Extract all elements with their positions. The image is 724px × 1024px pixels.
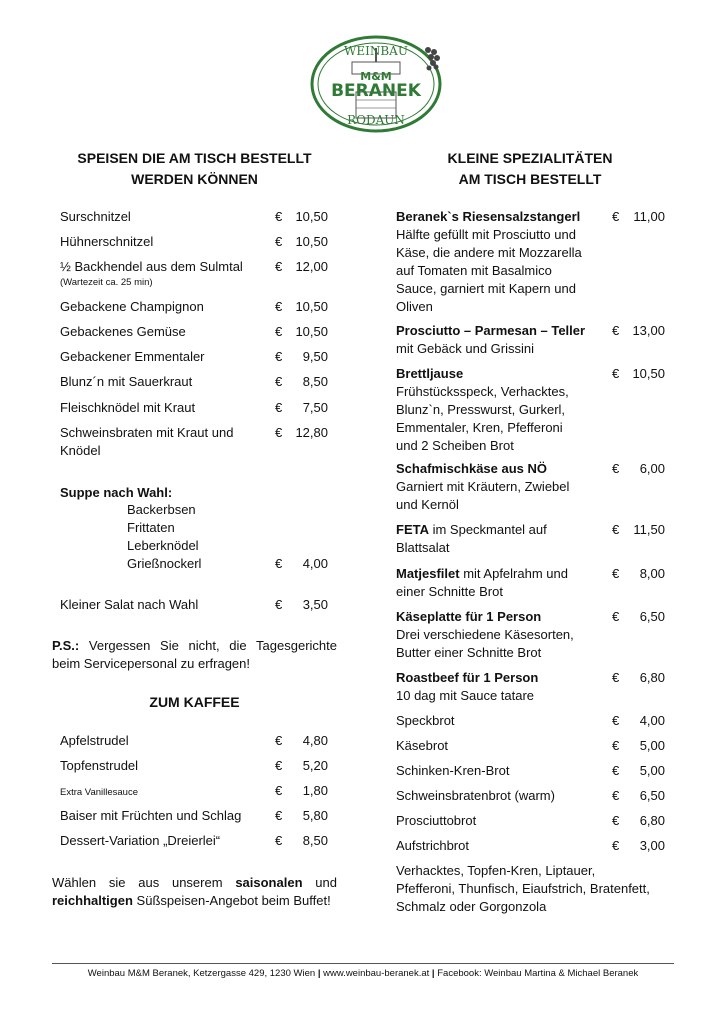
right-heading: KLEINE SPEZIALITÄTEN AM TISCH BESTELLT xyxy=(447,150,613,187)
ps-line-2: beim Servicepersonal zu erfragen! xyxy=(52,656,250,671)
spread-line: Pfefferoni, Thunfisch, Eiaufstrich, Bratenfett, xyxy=(396,881,650,896)
special-item-desc: Sauce, garniert mit Kapern und xyxy=(396,281,576,296)
special-item-currency: € xyxy=(612,609,620,624)
menu-item-currency: € xyxy=(275,259,283,274)
menu-item xyxy=(60,424,270,460)
special-item xyxy=(396,365,606,455)
menu-item xyxy=(60,233,270,251)
special-item-desc: Drei verschiedene Käsesorten, xyxy=(396,627,574,642)
coffee-item-price: 5,80 xyxy=(302,808,328,823)
bread-item-currency: € xyxy=(612,788,620,803)
bread-item-price: 3,00 xyxy=(639,838,665,853)
menu-item-name-2: Knödel xyxy=(60,443,101,458)
coffee-heading: ZUM KAFFEE xyxy=(149,694,240,710)
special-item-title-rest: mit Apfelrahm und xyxy=(459,566,568,581)
menu-item-price: 10,50 xyxy=(295,234,328,249)
coffee-item-price: 1,80 xyxy=(302,783,328,798)
bread-item-name: Prosciuttobrot xyxy=(396,813,477,828)
logo-middle-text: M&M xyxy=(360,70,392,83)
menu-item-name: Surschnitzel xyxy=(60,209,131,224)
special-item-desc: mit Gebäck und Grissini xyxy=(396,341,534,356)
ps-label: P.S.: xyxy=(52,638,80,653)
menu-item-price: 9,50 xyxy=(302,349,328,364)
menu-item xyxy=(60,258,270,289)
special-item-currency: € xyxy=(612,366,620,381)
menu-item-name: ½ Backhendel aus dem Sulmtal xyxy=(60,259,243,274)
special-item-currency: € xyxy=(612,566,620,581)
bread-item-currency: € xyxy=(612,713,620,728)
special-item-price: 13,00 xyxy=(632,323,665,338)
special-item-price: 6,00 xyxy=(639,461,665,476)
special-item-currency: € xyxy=(612,209,620,224)
ps-line-1 xyxy=(52,637,337,655)
menu-item-price: 8,50 xyxy=(302,374,328,389)
special-item xyxy=(396,565,606,601)
soup-option: Leberknödel xyxy=(127,538,199,553)
special-item-title xyxy=(396,521,606,539)
soup-price: 4,00 xyxy=(302,556,328,571)
bread-item-name: Schinken-Kren-Brot xyxy=(396,763,510,778)
coffee-item-name: Topfenstrudel xyxy=(60,758,139,773)
logo-top-text: WEINBAU xyxy=(344,44,408,58)
bread-item-currency: € xyxy=(612,763,620,778)
bread-item-currency: € xyxy=(612,838,620,853)
special-item-desc: Oliven xyxy=(396,299,433,314)
soup-currency: € xyxy=(275,556,283,571)
special-item-desc: auf Tomaten mit Basalmico xyxy=(396,263,552,278)
bread-item-name: Speckbrot xyxy=(396,713,455,728)
menu-item-name: Gebackener Emmentaler xyxy=(60,349,205,364)
special-item-price: 6,50 xyxy=(639,609,665,624)
menu-item-currency: € xyxy=(275,299,283,314)
special-item-title-bold: Brettljause xyxy=(396,366,464,381)
menu-item-price: 12,80 xyxy=(295,425,328,440)
menu-item-name: Hühnerschnitzel xyxy=(60,234,154,249)
special-item-title xyxy=(396,365,606,383)
special-item-title xyxy=(396,208,606,226)
special-item-title-bold: Schafmischkäse aus NÖ xyxy=(396,461,548,476)
menu-item xyxy=(60,298,270,316)
special-item-currency: € xyxy=(612,323,620,338)
special-item xyxy=(396,322,606,358)
special-item-desc: Garniert mit Kräutern, Zwiebel xyxy=(396,479,570,494)
special-item-title xyxy=(396,669,606,687)
spread-line: Schmalz oder Gorgonzola xyxy=(396,899,547,914)
menu-item-currency: € xyxy=(275,425,283,440)
left-heading: SPEISEN DIE AM TISCH BESTELLT WERDEN KÖNNEN xyxy=(77,150,312,187)
special-item xyxy=(396,460,606,514)
bread-item-name: Käsebrot xyxy=(396,738,449,753)
menu-item xyxy=(60,348,270,366)
soup-option: Backerbsen xyxy=(127,502,196,517)
bread-item-name: Schweinsbratenbrot (warm) xyxy=(396,788,555,803)
soup-option: Frittaten xyxy=(127,520,175,535)
special-item-title-bold: Beranek`s Riesensalzstangerl xyxy=(396,209,581,224)
menu-item-note: (Wartezeit ca. 25 min) xyxy=(60,277,153,288)
special-item-desc: Emmentaler, Kren, Pfefferoni xyxy=(396,420,563,435)
footer-address: Weinbau M&M Beranek, Ketzergasse 429, 1230 Wien xyxy=(87,968,316,979)
menu-item-name: Schweinsbraten mit Kraut und xyxy=(60,425,234,440)
menu-item-price: 10,50 xyxy=(295,299,328,314)
special-item-desc: und 2 Scheiben Brot xyxy=(396,438,514,453)
salad-name: Kleiner Salat nach Wahl xyxy=(60,597,199,612)
menu-item-name: Blunz´n mit Sauerkraut xyxy=(60,374,193,389)
special-item-title-bold: Roastbeef für 1 Person xyxy=(396,670,539,685)
coffee-item-price: 8,50 xyxy=(302,833,328,848)
special-item-price: 11,00 xyxy=(633,209,665,224)
footer: Weinbau M&M Beranek, Ketzergasse 429, 1230 Wien | www.weinbau-beranek.at | Facebook: Weinbau Martina & Michael Beranek xyxy=(87,968,639,979)
menu-item-currency: € xyxy=(275,234,283,249)
special-item-title-bold: Matjesfilet xyxy=(396,566,460,581)
special-item xyxy=(396,521,606,557)
special-item-desc: Frühstücksspeck, Verhacktes, xyxy=(396,384,569,399)
coffee-item-name: Dessert-Variation „Dreierlei“ xyxy=(60,833,221,848)
menu-item xyxy=(60,373,270,391)
menu-item-name: Gebackenes Gemüse xyxy=(60,324,186,339)
menu-item-price: 7,50 xyxy=(302,400,328,415)
special-item-title xyxy=(396,322,606,340)
coffee-item-currency: € xyxy=(275,733,283,748)
coffee-item-currency: € xyxy=(275,808,283,823)
menu-item-currency: € xyxy=(275,209,283,224)
special-item-title-bold: FETA xyxy=(396,522,429,537)
menu-item-name: Fleischknödel mit Kraut xyxy=(60,400,196,415)
special-item-title xyxy=(396,608,606,626)
bread-item-price: 6,80 xyxy=(639,813,665,828)
soup-title: Suppe nach Wahl: xyxy=(60,485,173,500)
special-item-price: 11,50 xyxy=(633,522,665,537)
salad-currency: € xyxy=(275,597,283,612)
special-item-currency: € xyxy=(612,670,620,685)
coffee-item-name: Baiser mit Früchten und Schlag xyxy=(60,808,242,823)
soup-option: Grießnockerl xyxy=(127,556,202,571)
coffee-item-name: Extra Vanillesauce xyxy=(60,787,138,798)
spread-line: Verhacktes, Topfen-Kren, Liptauer, xyxy=(396,863,596,878)
menu-item-currency: € xyxy=(275,349,283,364)
bread-item-currency: € xyxy=(612,738,620,753)
coffee-item-price: 5,20 xyxy=(302,758,328,773)
salad-price: 3,50 xyxy=(302,597,328,612)
special-item-desc: 10 dag mit Sauce tatare xyxy=(396,688,535,703)
closing-line-2: reichhaltigen Süßspeisen-Angebot beim Buffet! xyxy=(52,893,331,908)
special-item-title-rest: im Speckmantel auf xyxy=(428,522,547,537)
special-item-title xyxy=(396,565,606,583)
bread-item-name: Aufstrichbrot xyxy=(396,838,469,853)
logo-bottom-text: RODAUN xyxy=(347,113,405,127)
special-item xyxy=(396,608,606,662)
menu-item-currency: € xyxy=(275,324,283,339)
special-item xyxy=(396,669,606,705)
bread-item-currency: € xyxy=(612,813,620,828)
closing-line-1: Wählen sie aus unserem saisonalen und xyxy=(52,875,337,890)
bread-item-price: 5,00 xyxy=(639,763,665,778)
menu-item-currency: € xyxy=(275,374,283,389)
special-item-desc: Hälfte gefüllt mit Prosciutto und xyxy=(396,227,576,242)
footer-facebook: Facebook: Weinbau Martina & Michael Beranek xyxy=(437,968,639,979)
special-item-title-bold: Käseplatte für 1 Person xyxy=(396,609,542,624)
ps-text-1: Vergessen Sie nicht, die Tagesgerichte xyxy=(88,638,337,653)
special-item-price: 8,00 xyxy=(639,566,665,581)
special-item xyxy=(396,208,606,316)
special-item-desc: Blattsalat xyxy=(396,540,450,555)
coffee-item-currency: € xyxy=(275,833,283,848)
footer-website: www.weinbau-beranek.at xyxy=(323,968,430,979)
menu-item-price: 12,00 xyxy=(295,259,328,274)
coffee-item-price: 4,80 xyxy=(302,733,328,748)
special-item-title-bold: Prosciutto – Parmesan – Teller xyxy=(396,323,586,338)
bread-item-price: 4,00 xyxy=(639,713,665,728)
menu-item xyxy=(60,323,270,341)
winery-logo xyxy=(302,34,458,134)
special-item-currency: € xyxy=(612,522,620,537)
special-item-currency: € xyxy=(612,461,620,476)
special-item-desc: und Kernöl xyxy=(396,497,459,512)
special-item-desc: Blunz`n, Presswurst, Gurkerl, xyxy=(396,402,566,417)
special-item-price: 6,80 xyxy=(639,670,665,685)
logo-name: BERANEK xyxy=(331,81,421,101)
menu-item xyxy=(60,399,270,417)
special-item-price: 10,50 xyxy=(632,366,665,381)
menu-item-price: 10,50 xyxy=(295,324,328,339)
bread-item-price: 5,00 xyxy=(639,738,665,753)
menu-item xyxy=(60,208,270,226)
menu-item-currency: € xyxy=(275,400,283,415)
coffee-item-name: Apfelstrudel xyxy=(60,733,129,748)
coffee-item-currency: € xyxy=(275,758,283,773)
menu-item-price: 10,50 xyxy=(295,209,328,224)
bread-item-price: 6,50 xyxy=(639,788,665,803)
menu-item-name: Gebackene Champignon xyxy=(60,299,204,314)
special-item-desc: einer Schnitte Brot xyxy=(396,584,503,599)
special-item-desc: Butter einer Schnitte Brot xyxy=(396,645,542,660)
coffee-item-currency: € xyxy=(275,783,283,798)
footer-divider xyxy=(52,963,674,964)
special-item-desc: Käse, die andere mit Mozzarella xyxy=(396,245,582,260)
special-item-title xyxy=(396,460,606,478)
